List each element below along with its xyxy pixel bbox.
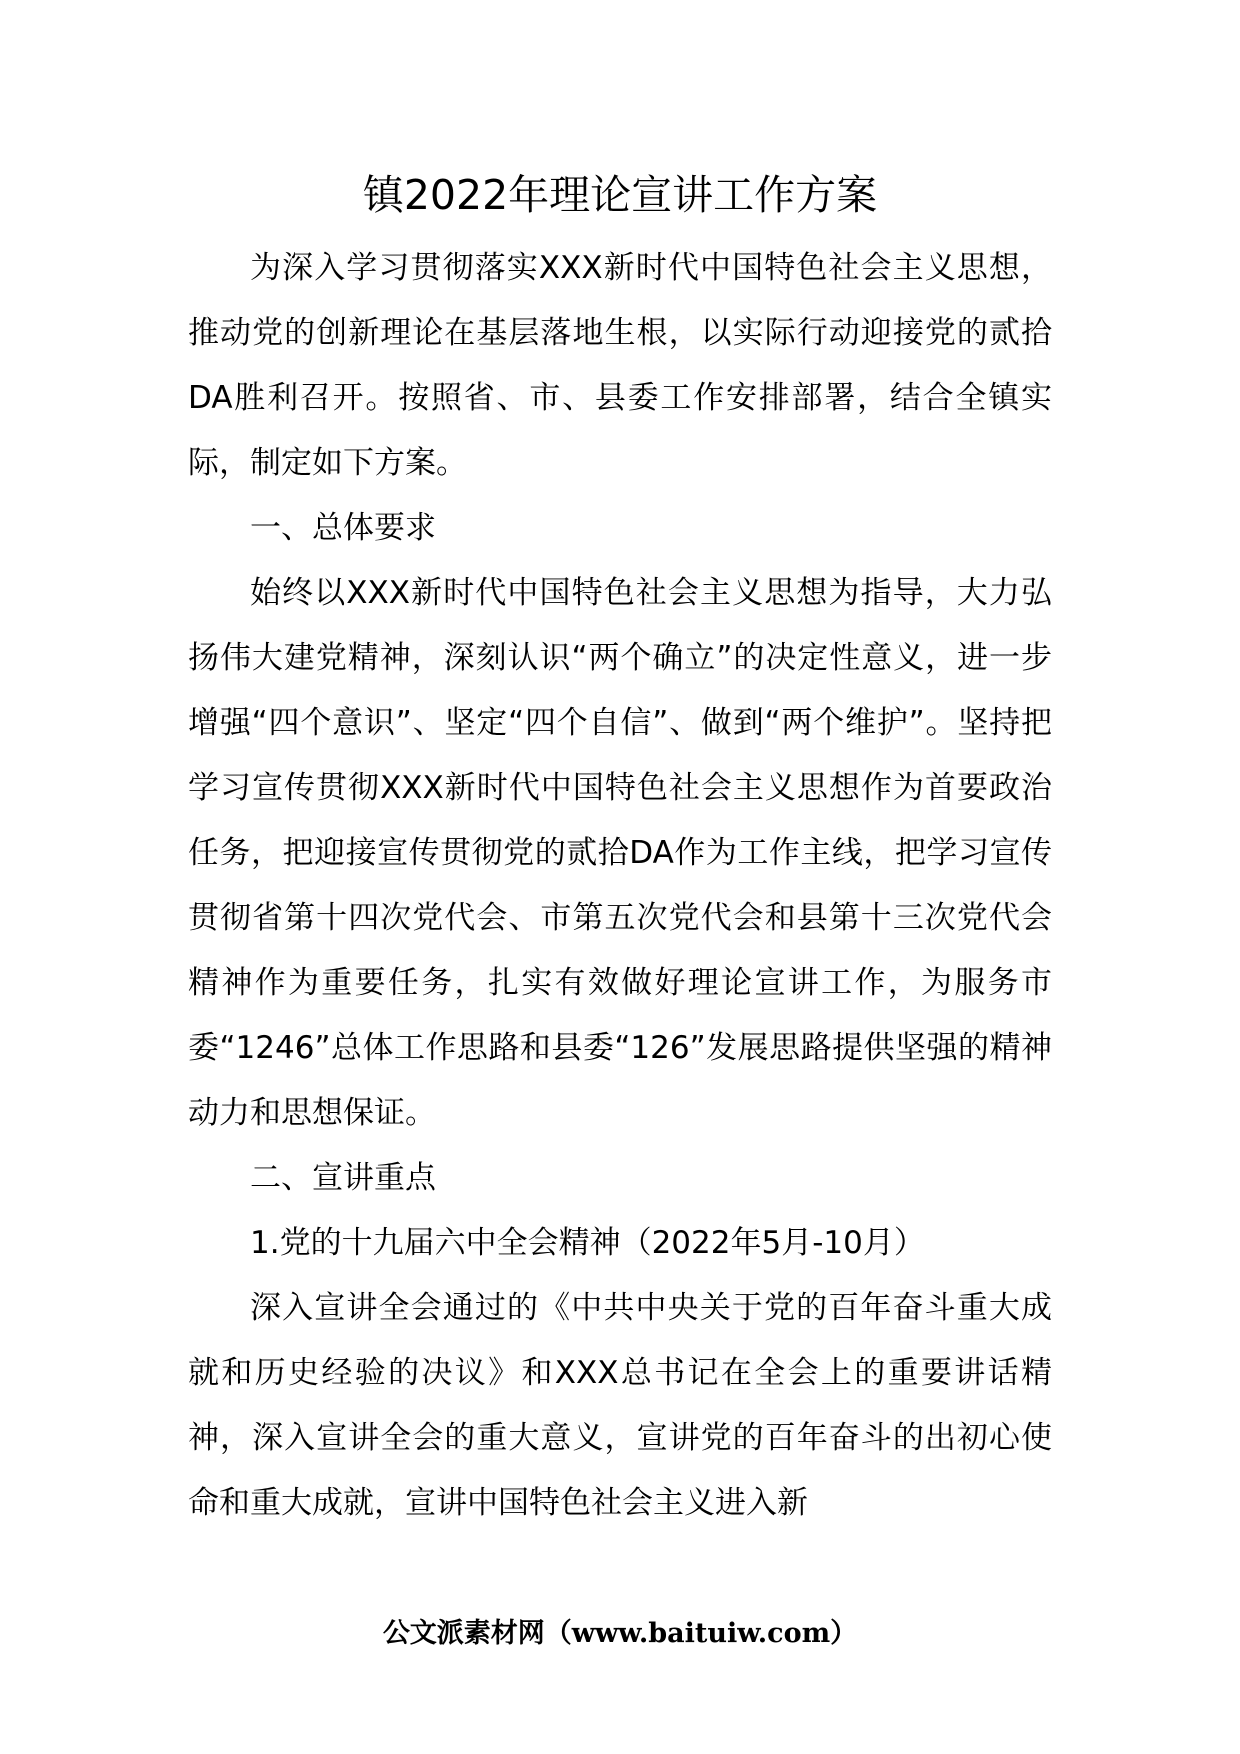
- plenary-spirit-paragraph: 深入宣讲全会通过的《中共中央关于党的百年奋斗重大成就和历史经验的决议》和XXX总书记在全会上的重要讲话精神，深入宣讲全会的重大意义，宣讲党的百年奋斗的出初心使命和重大成就，宣讲中国特色社会主义进入新: [188, 1290, 1052, 1521]
- subsection-heading-plenary-spirit: 1.党的十九届六中全会精神（2022年5月-10月）: [250, 1225, 925, 1261]
- footer-watermark: 公文派素材网（www.baituiw.com）: [382, 1618, 858, 1649]
- document-body: [188, 236, 1052, 1536]
- document-title: 镇2022年理论宣讲工作方案: [362, 171, 878, 219]
- section-heading-key-points: 二、宣讲重点: [250, 1160, 436, 1196]
- general-requirements-paragraph: 始终以XXX新时代中国特色社会主义思想为指导，大力弘扬伟大建党精神，深刻认识“两个确立”的决定性意义，进一步增强“四个意识”、坚定“四个自信”、做到“两个维护”。坚持把学习宣传贯彻XXX新时代中国特色社会主义思想作为首要政治任务，把迎接宣传贯彻党的贰拾DA作为工作主线，把学习宣传贯彻省第十四次党代会、市第五次党代会和县第十三次党代会精神作为重要任务，扎实有效做好理论宣讲工作，为服务市委“1246”总体工作思路和县委“126”发展思路提供坚强的精神动力和思想保证。: [188, 575, 1052, 1131]
- intro-paragraph: 为深入学习贯彻落实XXX新时代中国特色社会主义思想，推动党的创新理论在基层落地生根，以实际行动迎接党的贰拾DA胜利召开。按照省、市、县委工作安排部署，结合全镇实际，制定如下方案。: [188, 250, 1052, 481]
- section-heading-general-requirements: 一、总体要求: [250, 510, 436, 546]
